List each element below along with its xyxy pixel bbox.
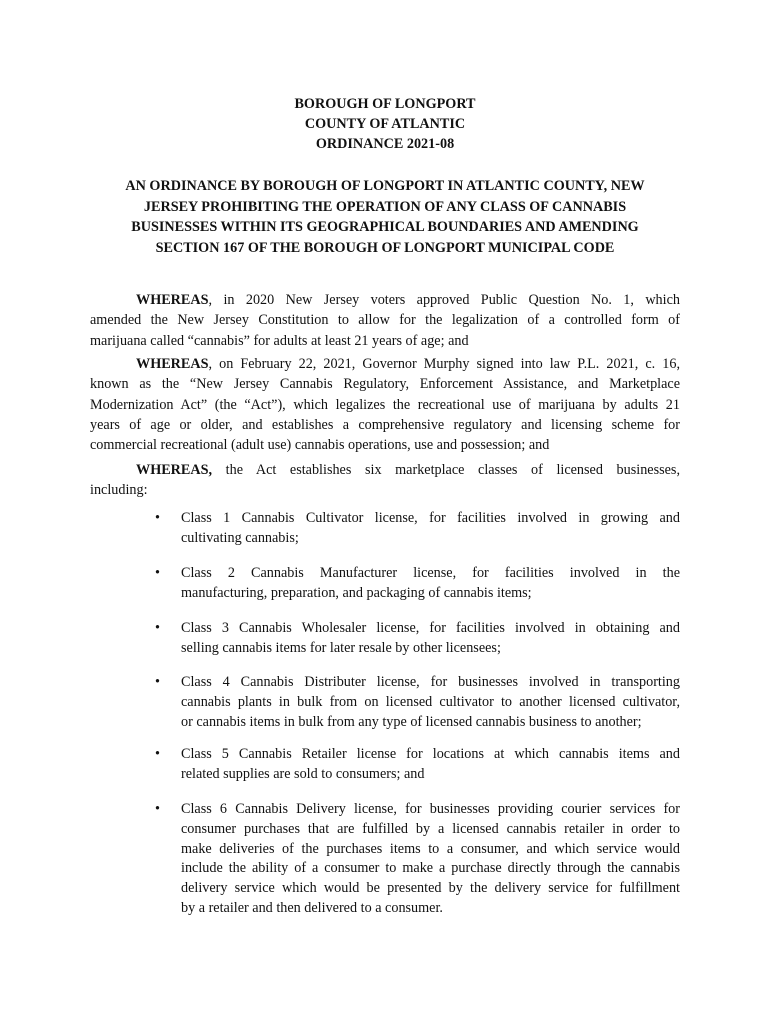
paragraph-text: , in 2020 New Jersey voters approved Public Question No. 1, which bbox=[208, 292, 680, 308]
bullet-icon: • bbox=[155, 510, 160, 526]
paragraph-line bbox=[90, 460, 680, 480]
list-item-line: Class 2 Cannabis Manufacturer license, for facilities involved in the bbox=[181, 565, 680, 581]
paragraph-line: Modernization Act” (the “Act”), which legalizes the recreational use of marijuana by adults 21 bbox=[90, 396, 680, 413]
list-item-line: manufacturing, preparation, and packaging of cannabis items; bbox=[181, 584, 532, 601]
list-item-line: delivery service which would be presented by the delivery service for fulfillment bbox=[181, 880, 680, 897]
whereas-paragraph-2 bbox=[90, 354, 680, 455]
list-item-line: or cannabis items in bulk from any type of licensed cannabis business to another; bbox=[181, 713, 642, 730]
list-item-line: related supplies are sold to consumers; and bbox=[181, 765, 425, 782]
list-item-text bbox=[181, 619, 680, 659]
whereas-keyword: WHEREAS bbox=[136, 356, 209, 372]
whereas-paragraph-3 bbox=[90, 460, 680, 501]
bullet-icon: • bbox=[155, 565, 160, 581]
paragraph-text: , on February 22, 2021, Governor Murphy signed into law P.L. 2021, c. 16, bbox=[208, 356, 680, 372]
header-ordinance-number: ORDINANCE 2021-08 bbox=[315, 136, 455, 152]
list-item-text bbox=[181, 509, 680, 549]
paragraph-line: marijuana called “cannabis” for adults at least 21 years of age; and bbox=[90, 332, 469, 349]
paragraph-line: amended the New Jersey Constitution to allow for the legalization of a controlled form of bbox=[90, 312, 680, 329]
whereas-paragraph-1 bbox=[90, 290, 680, 351]
header-county: COUNTY OF ATLANTIC bbox=[304, 116, 466, 132]
list-item-line: make deliveries of the purchases items to a consumer, and which service would bbox=[181, 840, 680, 857]
title-line: AN ORDINANCE BY BOROUGH OF LONGPORT IN ATLANTIC COUNTY, NEW bbox=[125, 178, 645, 194]
list-item-text bbox=[181, 745, 680, 785]
paragraph-line: commercial recreational (adult use) cannabis operations, use and possession; and bbox=[90, 437, 550, 454]
list-item-text bbox=[181, 564, 680, 604]
paragraph-line: known as the “New Jersey Cannabis Regulatory, Enforcement Assistance, and Marketplace bbox=[90, 376, 680, 393]
list-item-line: include the ability of a consumer to make a purchase directly through the cannabis bbox=[181, 860, 680, 877]
whereas-keyword: WHEREAS bbox=[136, 292, 209, 308]
paragraph-text: the Act establishes six marketplace classes of licensed businesses, bbox=[212, 462, 680, 478]
list-item-line: Class 3 Cannabis Wholesaler license, for facilities involved in obtaining and bbox=[181, 620, 680, 636]
bullet-icon: • bbox=[155, 746, 160, 762]
list-item-line: Class 1 Cannabis Cultivator license, for facilities involved in growing and bbox=[181, 510, 680, 526]
ordinance-header bbox=[0, 94, 770, 154]
list-item-line: cultivating cannabis; bbox=[181, 529, 299, 546]
list-item-line: selling cannabis items for later resale by other licensees; bbox=[181, 639, 501, 656]
list-item-line: consumer purchases that are fulfilled by a licensed cannabis retailer in order to bbox=[181, 820, 680, 837]
bullet-icon: • bbox=[155, 674, 160, 690]
ordinance-title bbox=[96, 176, 674, 258]
whereas-keyword: WHEREAS, bbox=[136, 462, 213, 478]
title-line: SECTION 167 OF THE BOROUGH OF LONGPORT MUNICIPAL CODE bbox=[155, 239, 615, 256]
list-item-line: Class 6 Cannabis Delivery license, for businesses providing courier services for bbox=[181, 801, 680, 817]
list-item-line: by a retailer and then delivered to a consumer. bbox=[181, 899, 443, 916]
list-item-line: cannabis plants in bulk from on licensed cultivator to another licensed cultivator, bbox=[181, 693, 680, 710]
title-line: JERSEY PROHIBITING THE OPERATION OF ANY CLASS OF CANNABIS bbox=[143, 198, 627, 215]
paragraph-line: years of age or older, and establishes a comprehensive regulatory and licensing scheme for bbox=[90, 416, 680, 433]
title-line: BUSINESSES WITHIN ITS GEOGRAPHICAL BOUNDARIES AND AMENDING bbox=[131, 219, 639, 235]
list-item-text bbox=[181, 673, 680, 732]
header-borough: BOROUGH OF LONGPORT bbox=[294, 96, 476, 112]
paragraph-line bbox=[90, 290, 680, 310]
paragraph-line: including: bbox=[90, 482, 148, 499]
paragraph-line bbox=[90, 354, 680, 374]
list-item-line: Class 5 Cannabis Retailer license for locations at which cannabis items and bbox=[181, 746, 680, 762]
bullet-icon: • bbox=[155, 801, 160, 817]
list-item-text bbox=[181, 800, 680, 919]
bullet-icon: • bbox=[155, 620, 160, 636]
list-item-line: Class 4 Cannabis Distributer license, for businesses involved in transporting bbox=[181, 674, 680, 690]
